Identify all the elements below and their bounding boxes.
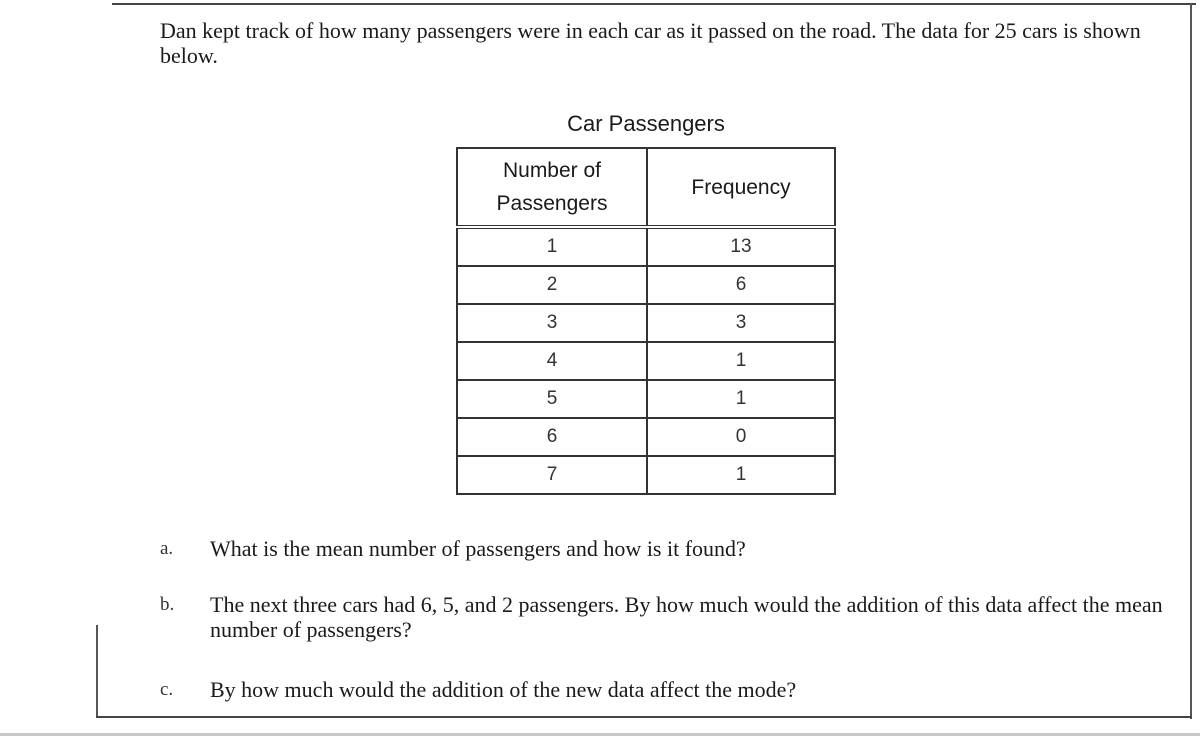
table-row (457, 266, 835, 304)
table-row (457, 304, 835, 342)
cell-frequency: 1 (647, 380, 835, 418)
table-header-row (457, 148, 835, 227)
question-letter: b. (160, 594, 175, 615)
cell-passengers: 2 (457, 266, 647, 304)
table-row (457, 227, 835, 266)
table-row (457, 418, 835, 456)
question-text: By how much would the addition of the new data affect the mode? (210, 677, 797, 702)
cell-passengers: 3 (457, 304, 647, 342)
question-text: The next three cars had 6, 5, and 2 passengers. By how much would the addition of this data affect the mean number of passengers? (210, 592, 1163, 642)
question-a (160, 536, 1180, 561)
question-letter: c. (160, 679, 174, 700)
cell-passengers: 1 (457, 227, 647, 266)
passenger-frequency-table (456, 147, 836, 495)
question-c (160, 677, 1180, 702)
intro-paragraph: Dan kept track of how many passengers were in each car as it passed on the road. The data for 25 cars is shown below. (160, 18, 1141, 68)
table-title: Car Passengers (567, 111, 725, 136)
cell-passengers: 5 (457, 380, 647, 418)
question-b (160, 592, 1180, 642)
cell-passengers: 7 (457, 456, 647, 494)
cell-frequency: 13 (647, 227, 835, 266)
cell-passengers: 6 (457, 418, 647, 456)
table-row (457, 380, 835, 418)
cell-frequency: 0 (647, 418, 835, 456)
cell-frequency: 1 (647, 456, 835, 494)
cell-frequency: 1 (647, 342, 835, 380)
question-text: What is the mean number of passengers and how is it found? (210, 536, 746, 561)
cell-passengers: 4 (457, 342, 647, 380)
cell-frequency: 6 (647, 266, 835, 304)
question-letter: a. (160, 538, 174, 559)
frame-top-border (112, 3, 1196, 5)
header-number-of-passengers: Number of Passengers (457, 148, 647, 227)
frame-bottom-border (96, 716, 1192, 718)
cell-frequency: 3 (647, 304, 835, 342)
header-frequency: Frequency (647, 148, 835, 227)
table-row (457, 456, 835, 494)
frame-right-border (1190, 3, 1192, 719)
frame-left-border (96, 625, 98, 717)
table-row (457, 342, 835, 380)
